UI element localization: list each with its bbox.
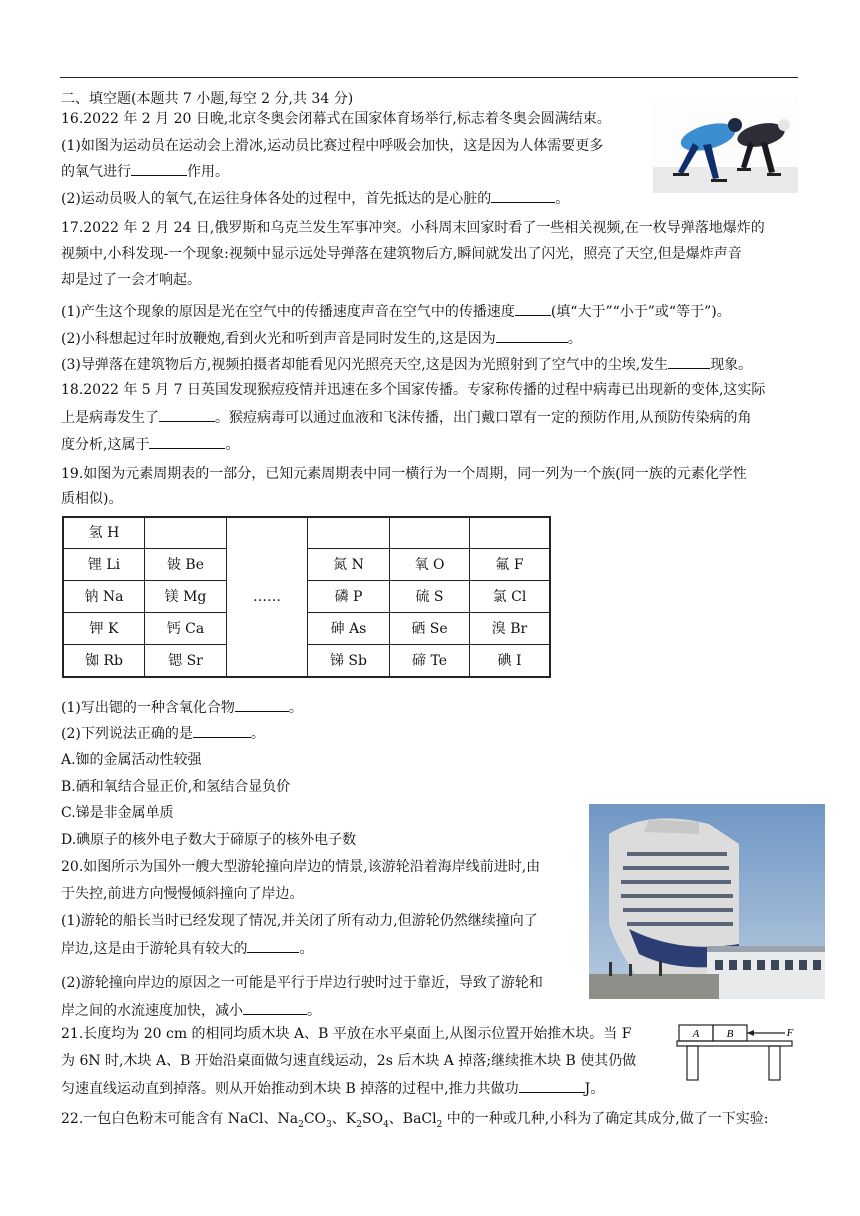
q20-part1-line1: (1)游轮的船长当时已经发现了情况,并关闭了所有动力,但游轮仍然继续撞向了 [61,913,538,929]
force-f-label: F [786,1027,794,1039]
element-cell: 硫 S [415,589,444,605]
q20-part2-line1: (2)游轮撞向岸边的原因之一可能是平行于岸边行驶时过于靠近，导致了游轮和 [61,975,543,991]
q20-blank1[interactable] [247,938,299,953]
q19-line1: 19.如图为元素周期表的一部分，已知元素周期表中同一横行为一个周期，同一列为一个族(同一族的元素化学性 [61,466,747,482]
q18-line1: 18.2022 年 5 月 7 日英国发现猴痘疫情并迅速在多个国家传播。专家称传播的过程中病毒已出现新的变体,这实际 [61,382,766,398]
cruise-ship-image [589,804,825,999]
element-cell: 铍 Be [166,557,205,573]
element-cell: 氟 F [495,557,524,573]
q17-part1: (1)产生这个现象的原因是光在空气中的传播速度声音在空气中的传播速度 (填“大于”“小于”或“等于”)。 [61,301,731,322]
q19-part1: (1)写出锶的一种含氧化合物 。 [61,697,303,718]
blocks-on-table-diagram [673,1019,798,1081]
element-cell: 镁 Mg [164,589,207,605]
q20-line2: 于失控,前进方向慢慢倾斜撞向了岸边。 [61,886,304,902]
element-cell: 钾 K [89,621,119,637]
element-cell: 锶 Sr [168,653,203,669]
q18-line3: 度分析,这属于 。 [61,434,239,455]
speed-skaters-image [653,97,798,193]
q19-line2: 质相似)。 [61,491,123,507]
q16-part2: (2)运动员吸人的氧气,在运往身体各处的过程中，首先抵达的是心脏的 。 [61,188,569,209]
element-cell: 溴 Br [491,621,528,637]
q17-stem-line2: 视频中,小科发现-一个现象:视频中显示远处导弹落在建筑物后方,瞬间就发出了闪光，照亮了天空,但是爆炸声音 [61,246,742,262]
q19-option-a: A.铷的金属活动性较强 [61,752,202,768]
block-a-label: A [692,1028,700,1040]
q17-part2: (2)小科想起过年时放鞭炮,看到火光和听到声音是同时发生的,这是因为 。 [61,328,582,349]
q17-blank1[interactable] [515,301,551,316]
q22-line1: 22.一包白色粉末可能含有 NaCl、$Na_2CO_3$、$K_2SO_4$、BaCl$_2$ 中的一种或几种,小科为了确定其成分,做了一下实验: [61,1111,769,1130]
element-cell: 钙 Ca [166,621,205,637]
element-cell: 铷 Rb [85,653,123,669]
q17-stem-line3: 却是过了一会才响起。 [61,272,201,288]
header-rule [60,77,798,78]
q20-line1: 20.如图所示为国外一艘大型游轮撞向岸边的情景,该游轮沿着海岸线前进时,由 [61,859,541,875]
q20-blank2[interactable] [243,1000,307,1015]
q17-stem-line1: 17.2022 年 2 月 24 日,俄罗斯和乌克兰发生军事冲突。小科周末回家时看了一些相关视频,在一枚导弹落地爆炸的 [61,220,765,236]
q16-stem: 16.2022 年 2 月 20 日晚,北京冬奥会闭幕式在国家体育场举行,标志着冬奥会圆满结束。 [61,111,611,127]
q17-part3: (3)导弹落在建筑物后方,视频拍摄者却能看见闪光照亮天空,这是因为光照射到了空气中的尘埃,发生 现象。 [61,354,752,375]
q19-option-c: C.锑是非金属单质 [61,805,174,821]
q16-part1-line1: (1)如图为运动员在运动会上滑冰,运动员比赛过程中呼吸会加快，这是因为人体需要更多 [61,138,604,154]
q18-blank2[interactable] [149,434,225,449]
q18-line2: 上是病毒发生了 。猴痘病毒可以通过血液和飞沫传播，出门戴口罩有一定的预防作用,从预防传染病的角 [61,407,751,428]
block-b-label: B [726,1028,734,1040]
element-cell: 氢 H [88,525,120,541]
q19-part2: (2)下列说法正确的是 。 [61,723,265,744]
q21-blank1[interactable] [519,1078,585,1093]
q21-line2: 为 6N 时,木块 A、B 开始沿桌面做匀速直线运动，2s 后木块 A 掉落;继续推木块 B 使其仍做 [61,1053,637,1069]
element-cell: 氯 Cl [492,589,527,605]
element-cell: 氮 N [333,557,364,573]
periodic-table [62,516,551,678]
q16-blank2[interactable] [491,188,555,203]
q16-blank1[interactable] [131,161,187,176]
element-cell: 钠 Na [84,589,124,605]
table-ellipsis: …… [253,589,281,605]
element-cell: 硒 Se [411,621,448,637]
q19-option-d: D.碘原子的核外电子数大于碲原子的核外电子数 [61,832,357,848]
element-cell: 磷 P [334,589,363,605]
q17-blank2[interactable] [496,328,568,343]
element-cell: 碘 I [497,653,522,669]
element-cell: 锂 Li [87,557,121,573]
section-header: 二、填空题(本题共 7 小题,每空 2 分,共 34 分) [61,91,354,107]
element-cell: 砷 As [330,621,367,637]
q19-blank1[interactable] [235,697,289,712]
q19-blank2[interactable] [193,723,251,738]
element-cell: 氧 O [414,557,445,573]
element-cell: 锑 Sb [329,653,367,669]
q20-part2-line2: 岸之间的水流速度加快，减小 。 [61,1000,321,1021]
q17-blank3[interactable] [668,354,710,369]
q20-part1-line2: 岸边,这是由于游轮具有较大的 。 [61,938,313,959]
q21-line3: 匀速直线运动直到掉落。则从开始推动到木块 B 掉落的过程中,推力共做功 J。 [61,1078,604,1099]
q18-blank1[interactable] [159,407,215,422]
element-cell: 碲 Te [412,653,447,669]
q21-line1: 21.长度均为 20 cm 的相同均质木块 A、B 平放在水平桌面上,从图示位置开始推木块。当 F [61,1026,632,1042]
q16-part1-line2: 的氧气进行 作用。 [61,161,229,182]
q19-option-b: B.硒和氧结合显正价,和氢结合显负价 [61,779,291,795]
